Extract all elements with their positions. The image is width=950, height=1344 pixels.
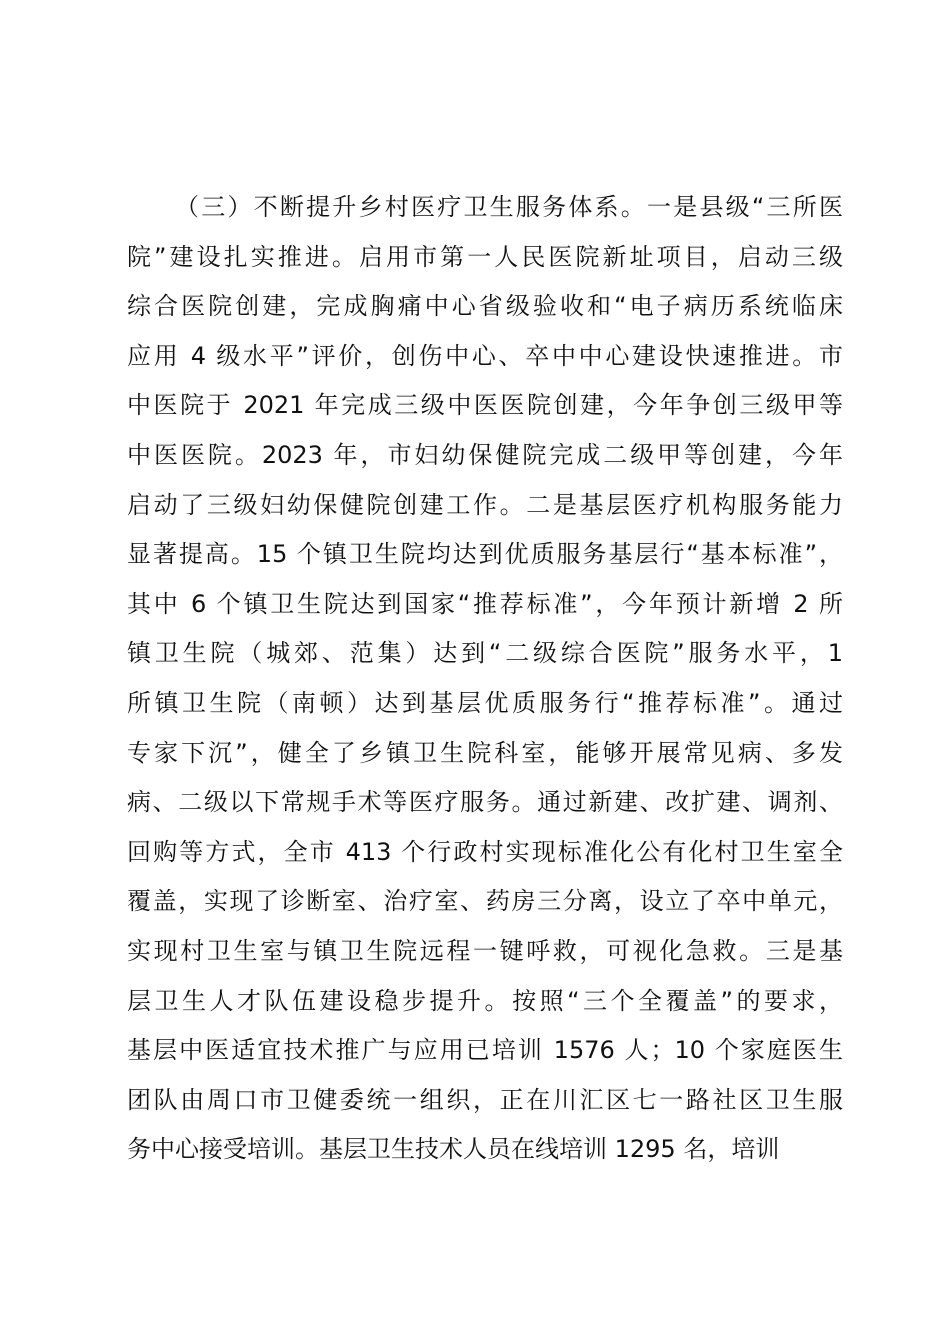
text-line-12: 专家下沉”，健全了乡镇卫生院科室，能够开展常见病、多发 <box>127 738 843 767</box>
text-line-7: 启动了三级妇幼保健院创建工作。二是基层医疗机构服务能力 <box>127 490 843 519</box>
text-line-11: 所镇卫生院（南顿）达到基层优质服务行“推荐标准”。通过 <box>127 688 843 717</box>
text-line-6: 中医医院。2023 年，市妇幼保健院完成二级甲等创建，今年 <box>127 440 843 469</box>
text-line-2: 院”建设扎实推进。启用市第一人民医院新址项目，启动三级 <box>127 242 843 271</box>
text-line-20: 务中心接受培训。基层卫生技术人员在线培训 1295 名，培训 <box>127 1135 780 1164</box>
text-line-9: 其中 6 个镇卫生院达到国家“推荐标准”，今年预计新增 2 所 <box>127 589 843 618</box>
text-line-15: 覆盖，实现了诊断室、治疗室、药房三分离，设立了卒中单元， <box>127 887 843 916</box>
text-line-14: 回购等方式，全市 413 个行政村实现标准化公有化村卫生室全 <box>127 837 843 866</box>
body-paragraph <box>127 183 843 1175</box>
text-line-4: 应用 4 级水平”评价，创伤中心、卒中中心建设快速推进。市 <box>127 341 843 370</box>
text-line-13: 病、二级以下常规手术等医疗服务。通过新建、改扩建、调剂、 <box>127 788 843 817</box>
text-line-3: 综合医院创建，完成胸痛中心省级验收和“电子病历系统临床 <box>127 292 843 321</box>
text-line-17: 层卫生人才队伍建设稳步提升。按照“三个全覆盖”的要求， <box>127 986 843 1015</box>
text-line-18: 基层中医适宜技术推广与应用已培训 1576 人；10 个家庭医生 <box>127 1036 843 1065</box>
text-line-19: 团队由周口市卫健委统一组织，正在川汇区七一路社区卫生服 <box>127 1085 843 1114</box>
text-line-10: 镇卫生院（城郊、范集）达到“二级综合医院”服务水平，1 <box>127 639 843 668</box>
text-line-8: 显著提高。15 个镇卫生院均达到优质服务基层行“基本标准”， <box>127 540 843 569</box>
text-line-5: 中医院于 2021 年完成三级中医医院创建，今年争创三级甲等 <box>127 391 843 420</box>
text-line-1: （三）不断提升乡村医疗卫生服务体系。一是县级“三所医 <box>175 193 843 221</box>
text-line-16: 实现村卫生室与镇卫生院远程一键呼救，可视化急救。三是基 <box>127 936 843 965</box>
